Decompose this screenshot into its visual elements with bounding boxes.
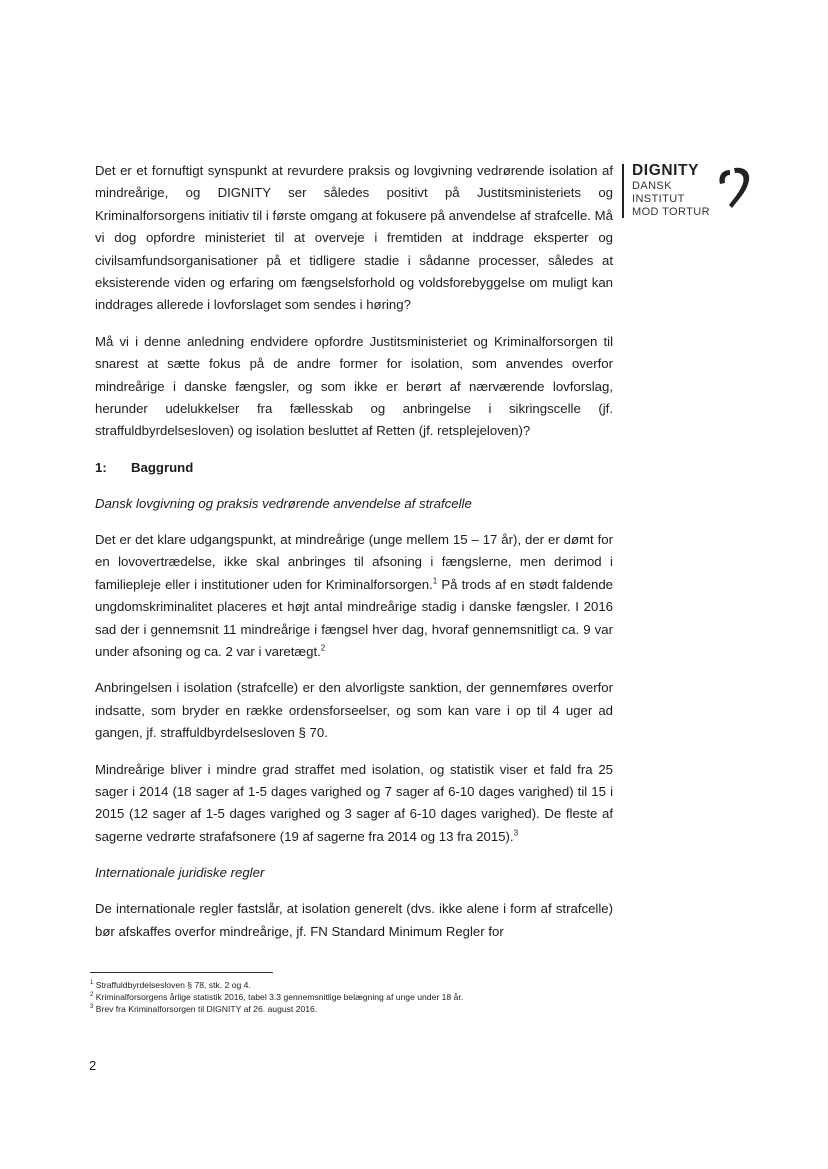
logo-line-3: MOD TORTUR <box>632 206 710 218</box>
footnote-ref-1[interactable]: 1 <box>432 576 438 586</box>
logo-line-2: INSTITUT <box>632 193 685 205</box>
footnote-1 <box>90 980 650 991</box>
footnote-text: Brev fra Kriminalforsorgen til DIGNITY af 26. august 2016. <box>95 1004 318 1014</box>
footnote-number: 2 <box>90 992 94 999</box>
footnote-text: Straffuldbyrdelsesloven § 78, stk. 2 og 4. <box>95 980 251 990</box>
paragraph-5-text: Mindreårige bliver i mindre grad straffet med isolation, og statistik viser et fald fra 25 sager i 2014 (18 sager af 1-5 dages varighed og 7 sager af 6-10 dages varighed) til 15 i 2015 (12 sager af 1-5 dages varighed og 3 sager af 6-10 dages varighed). De fleste af sagerne vedrørte strafafsonere (19 af sagerne fra 2014 og 13 fra 2015). <box>95 761 613 844</box>
logo-line-1: DANSK <box>632 180 672 192</box>
footnote-divider <box>90 972 273 973</box>
footnote-number: 3 <box>90 1004 94 1011</box>
section-title: Baggrund <box>131 459 194 475</box>
paragraph-1: Det er et fornuftigt synspunkt at revurdere praksis og lovgivning vedrørende isolation af mindreårige, og DIGNITY ser således positivt på Justitsministeriets og Kriminalforsorgens initiativ til i første omgang at fokusere på anvendelse af strafcelle. Må vi dog opfordre ministeriet til at overveje i fremtiden at inddrage eksperter og civilsamfundsorganisationer på et tidligere stadie i sådanne processer, således at eksisterende viden og erfaring om fængselsforhold og voldsforebyggelse om muligt kan inddrages allerede i lovforslaget som sendes i høring? <box>95 163 613 313</box>
logo-divider <box>622 164 624 218</box>
paragraph-3 <box>95 529 613 663</box>
paragraph-6: De internationale regler fastslår, at isolation generelt (dvs. ikke alene i form af strafcelle) bør afskaffes overfor mindreårige, jf. FN Standard Minimum Regler for <box>95 901 613 939</box>
document-body <box>95 160 613 957</box>
footnote-ref-3[interactable]: 3 <box>513 828 519 838</box>
paragraph-4: Anbringelsen i isolation (strafcelle) er den alvorligste sanktion, der gennemføres overfor indsatte, som bryder en række ordensforseelser, og som kan vare i op til 4 uger ad gangen, jf. straffuldbyrdelsesloven § 70. <box>95 680 613 741</box>
logo-text <box>632 162 710 219</box>
paragraph-2: Må vi i denne anledning endvidere opfordre Justitsministeriet og Kriminalforsorgen til snarest at sætte fokus på de andre former for isolation, som anvendes overfor mindreårige i danske fængsler, og som ikke er berørt af nærværende lovforslag, herunder udelukkelser fra fællesskab og anbringelse i sikringscelle (jf. straffuldbyrdelsesloven) og isolation besluttet af Retten (jf. retsplejeloven)? <box>95 333 613 439</box>
footnote-number: 1 <box>90 980 94 987</box>
logo-title: DIGNITY <box>632 162 700 179</box>
footnote-3 <box>90 1004 650 1015</box>
dignity-logo <box>622 162 752 228</box>
dignity-logo-mark-icon <box>716 162 754 210</box>
footnote-text: Kriminalforsorgens årlige statistik 2016, tabel 3.3 gennemsnitlige belægning af unge under 18 år. <box>95 992 464 1002</box>
section-number: 1: <box>95 459 107 475</box>
paragraph-5 <box>95 759 613 849</box>
footnote-ref-2[interactable]: 2 <box>320 643 326 653</box>
footnote-2 <box>90 992 650 1003</box>
subheading-danish-law: Dansk lovgivning og praksis vedrørende anvendelse af strafcelle <box>95 495 472 511</box>
subheading-international-rules: Internationale juridiske regler <box>95 865 265 881</box>
paragraph-3-text: Det er det klare udgangspunkt, at mindreårige (unge mellem 15 – 17 år), der er dømt for en lovovertrædelse, ikke skal anbringes til afsoning i fængslerne, men derimod i familiepleje eller i institutioner uden for Kriminalforsorgen. <box>95 531 613 592</box>
paragraph-3-text-2: På trods af en stødt faldende ungdomskriminalitet placeres et højt antal mindreårige stadig i danske fængsler. I 2016 sad der i gennemsnit 11 mindreårige i fængsel hver dag, hvoraf gennemsnitligt ca. 9 var under afsoning og ca. 2 var i varetægt. <box>95 576 613 659</box>
page-number: 2 <box>89 1058 97 1073</box>
section-heading <box>95 457 613 479</box>
